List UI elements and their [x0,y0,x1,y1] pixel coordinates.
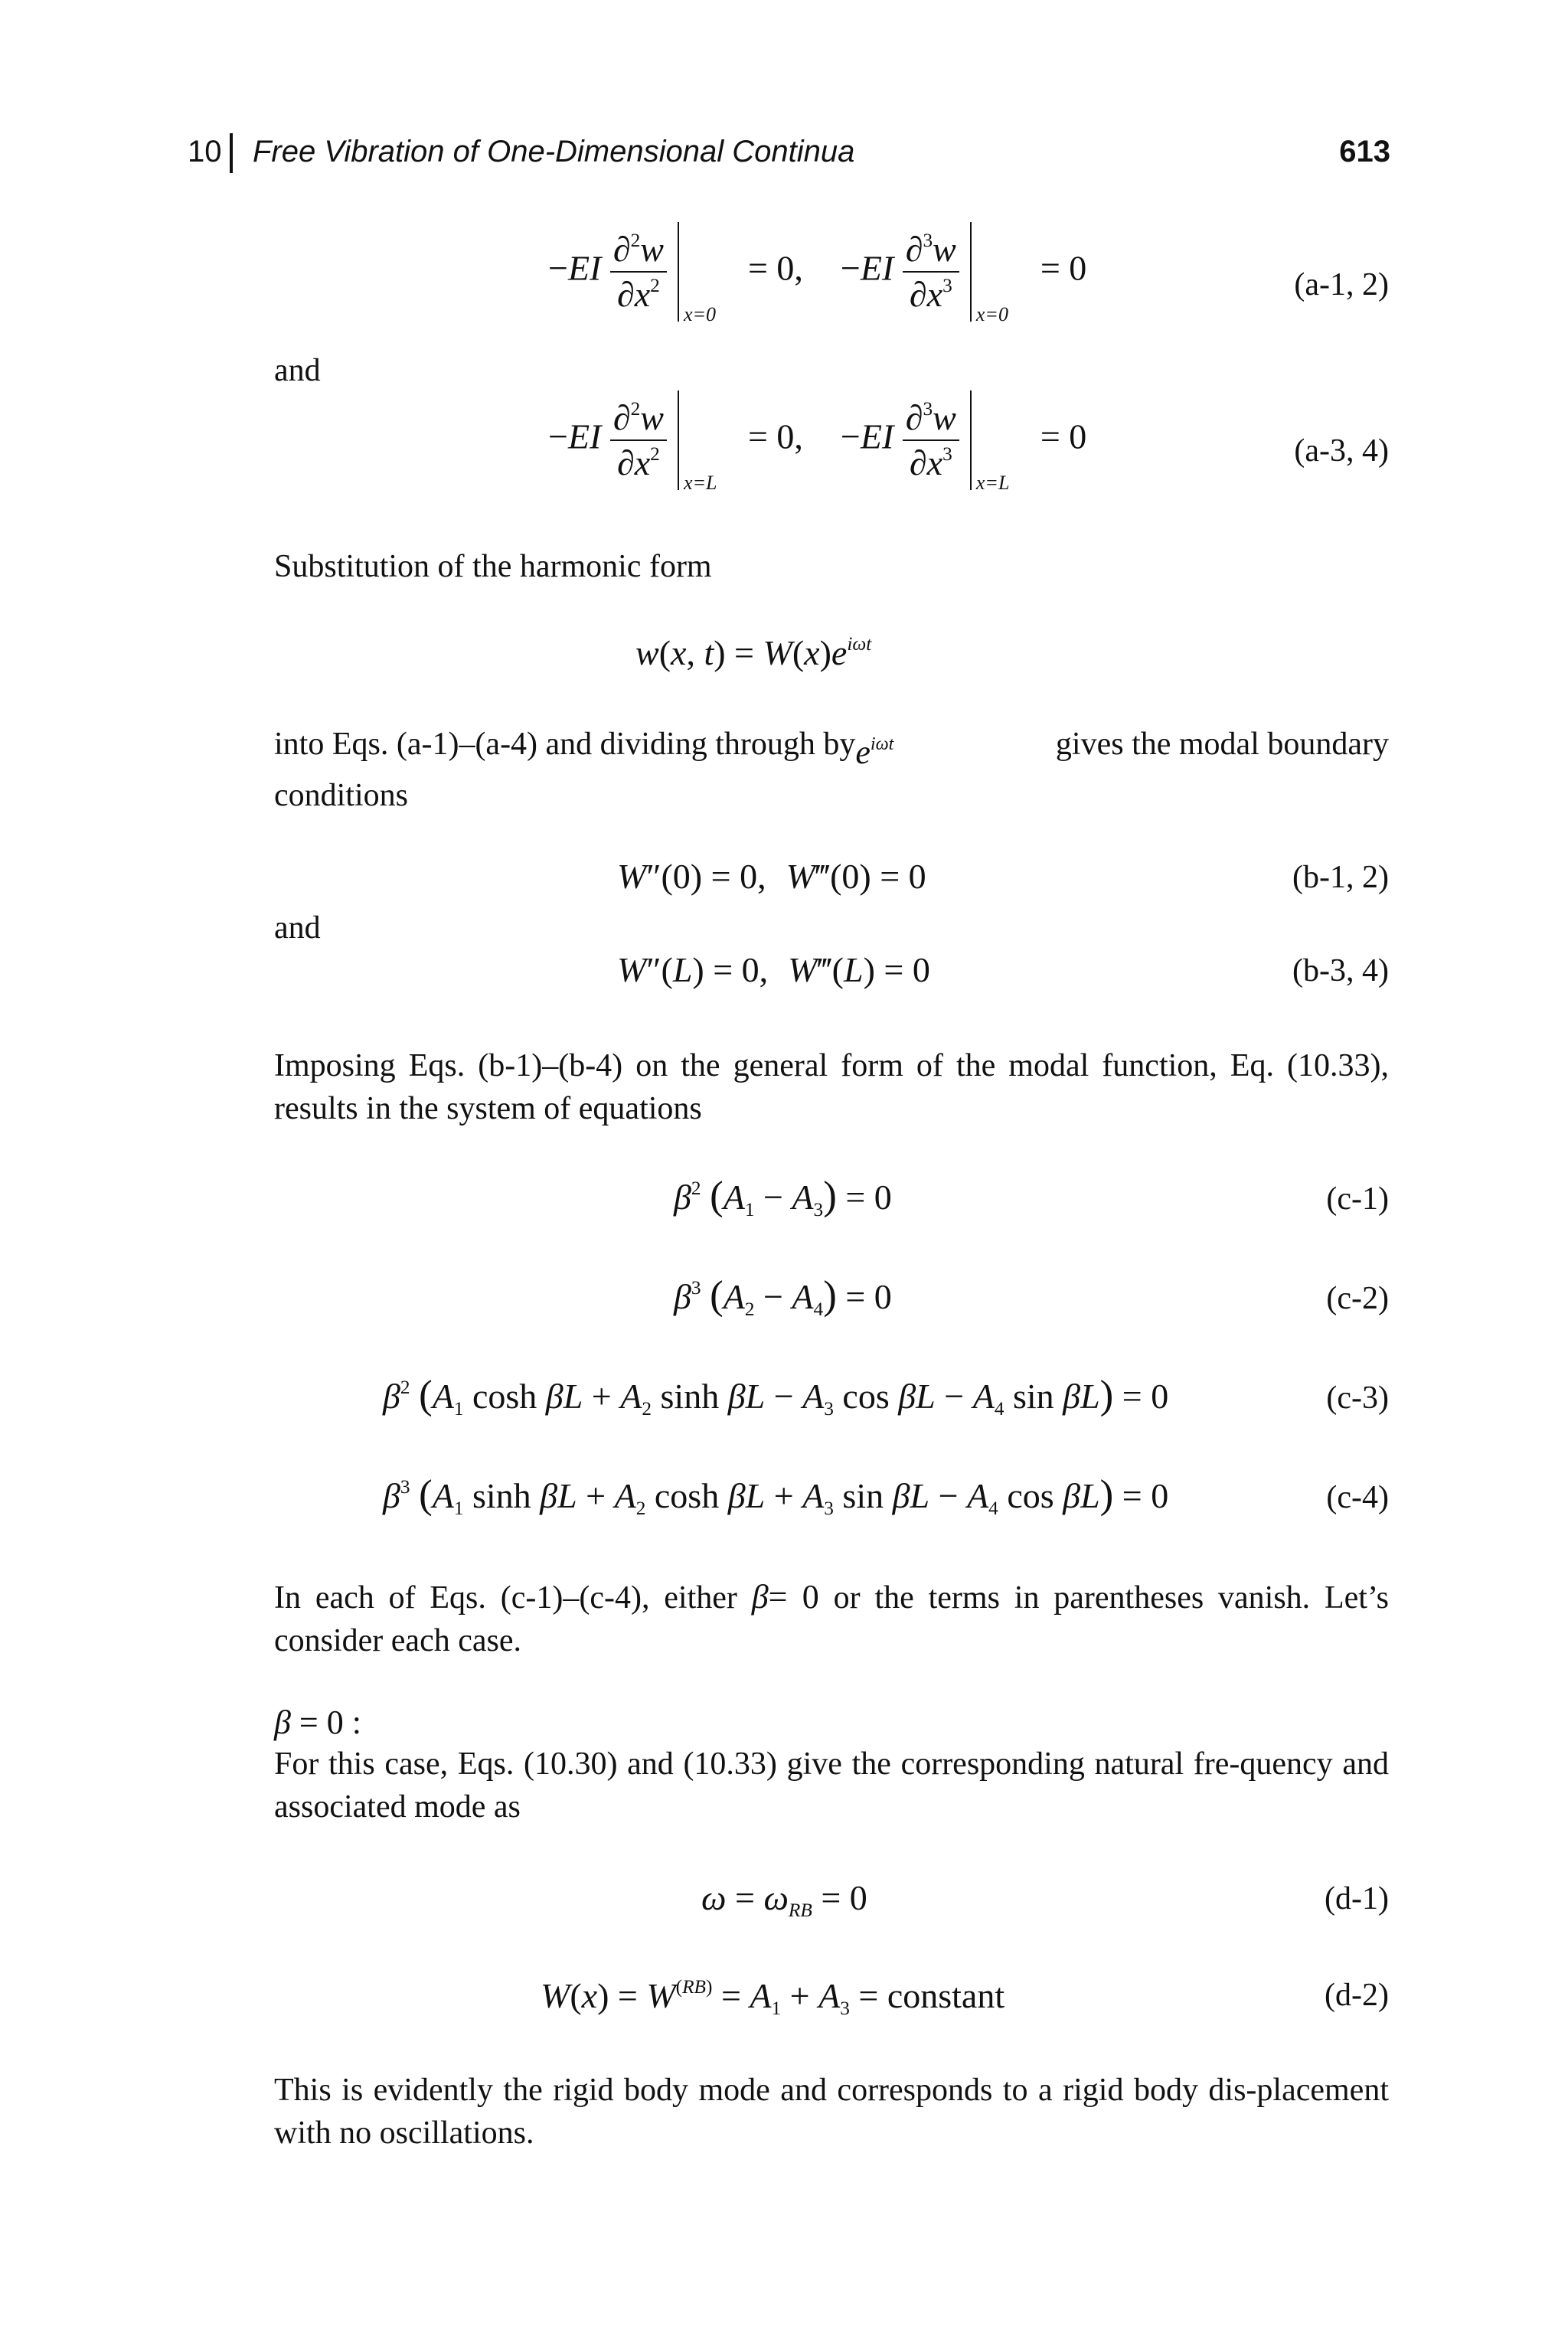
equation-a-1-2: −EI $\frac{\partial^2w}{\partial x^2}$ x=0 = 0, −EI $\frac{\partial^3w}{\partial x^3}$ x=0 = 0 [548,222,1086,322]
header-divider [230,133,233,173]
equation-label-d-2: (d-2) [1325,1978,1389,2013]
conditions-text: conditions [274,778,408,814]
equation-label-c-2: (c-2) [1326,1281,1389,1316]
connector-and: and [274,353,321,388]
equation-d-1: $\omega = \omega_{RB} = 0$ [701,1878,867,1921]
paragraph-into-eqs [274,723,1389,817]
equation-label-d-1: (d-1) [1325,1881,1389,1916]
equation-c-2: $\beta^3$ $(A_2 - A_4) = 0$ [674,1273,892,1320]
case-heading-beta-zero: β = 0 : [274,1704,361,1741]
equation-label-c-3: (c-3) [1326,1380,1389,1416]
paragraph-imposing: Imposing Eqs. (b-1)–(b-4) on the general form of the modal function, Eq. (10.33), results in the system of equations [274,1048,1389,1126]
equation-label-b-3-4: (b-3, 4) [1292,953,1389,988]
equation-label-c-1: (c-1) [1326,1181,1389,1217]
paragraph-substitution: Substitution of the harmonic form [274,549,712,584]
equation-a-3-4: −EI $\frac{\partial^2w}{\partial x^2}$ x=L = 0, −EI $\frac{\partial^3w}{\partial x^3}$ x=L = 0 [548,390,1086,490]
equation-b-1-2: W″(0) = 0, W‴(0) = 0 [617,857,926,896]
boundary-text: gives the modal boundary [1055,727,1389,762]
page-number: 613 [1339,135,1390,168]
equation-label-b-1-2: (b-1, 2) [1292,860,1389,895]
equation-b-3-4: W″(L) = 0, W‴(L) = 0 [617,950,930,989]
paragraph-for-this-case: For this case, Eqs. (10.30) and (10.33) give the corresponding natural fre-quency and associated mode as [274,1746,1389,1825]
equation-c-4: $\beta^3$ ($A_1$ $\sinh \beta L + A_2$ $\cosh \beta L + A_3$ $\sin \beta L - A_4$ cos βL) = 0 [383,1472,1169,1519]
equation-label-a-1-2: (a-1, 2) [1294,267,1389,302]
inline-exponential: $e^{i\omega t}$ [855,733,894,772]
in-each-text-2: or the terms in parentheses vanish. Let’s consider each case. [274,1580,1389,1658]
paragraph-in-each [274,1576,1389,1662]
inline-beta-zero: β= 0 [751,1578,819,1616]
paragraph-rigid-body: This is evidently the rigid body mode and corresponds to a rigid body dis-placement with no oscillations. [274,2073,1389,2151]
equation-harmonic-form: w(x, $t) = W(x)e^{i\omega t}$ [635,633,872,672]
equation-d-2: $W(x) = W^{(RB)} = A_1 + A_3$ = constant [541,1976,1005,2019]
chapter-title: Free Vibration of One-Dimensional Continua [253,135,855,168]
equation-label-c-4: (c-4) [1326,1480,1389,1515]
equation-c-3: $\beta^2$ ($A_1$ $\cosh \beta L + A_2$ $\sinh \beta L - A_3$ $\cos \beta L - A_4$ sin βL) = 0 [383,1373,1169,1420]
connector-and-2: and [274,910,321,946]
chapter-number: 10 [188,135,222,168]
in-each-text: In each of Eqs. (c-1)–(c-4), either [274,1580,737,1616]
into-eqs-text: into Eqs. (a-1)–(a-4) and dividing through by [274,727,856,762]
equation-label-a-3-4: (a-3, 4) [1294,433,1389,469]
equation-c-1: $\beta^2$ $(A_1 - A_3) = 0$ [674,1174,892,1220]
